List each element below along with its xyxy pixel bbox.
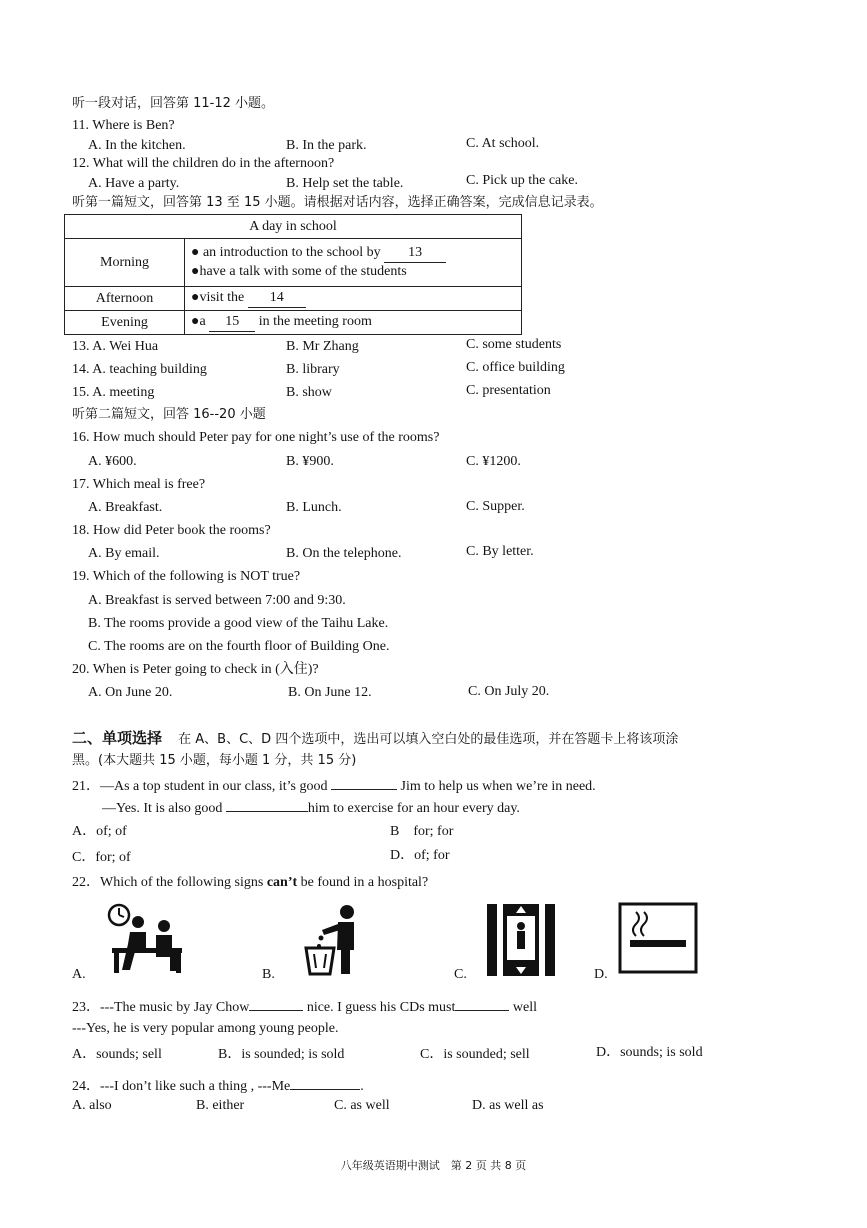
section2-heading: 二、单项选择 [72, 729, 163, 747]
afternoon-item: ●visit the 14 [185, 287, 522, 311]
q23-blank-1 [249, 996, 303, 1011]
q21-blank-2 [226, 797, 308, 812]
q14-option-a: 14. A. teaching building [72, 362, 207, 377]
section-intro-11-12: 听一段对话，回答第 11-12 小题。 [72, 96, 275, 111]
q17-option-c: C. Supper. [466, 499, 525, 514]
q18-option-c: C. By letter. [466, 544, 534, 559]
table-title: A day in school [65, 215, 522, 239]
q21-option-c: C．for; of [72, 850, 131, 865]
blank-14: 14 [248, 289, 306, 308]
waiting-area-sign-icon [104, 902, 186, 976]
q23-option-b: B．is sounded; is sold [218, 1047, 345, 1062]
question-12-stem: 12. What will the children do in the afternoon? [72, 156, 335, 171]
section2-instruction-line2: 黑。(本大题共 15 小题，每小题 1 分，共 15 分) [72, 753, 357, 768]
q24-option-b: B. either [196, 1098, 245, 1113]
question-17-stem: 17. Which meal is free? [72, 477, 206, 492]
q18-option-b: B. On the telephone. [286, 546, 402, 561]
q16-option-c: C. ¥1200. [466, 454, 521, 469]
q20-option-b: B. On June 12. [288, 685, 372, 700]
section-intro-13-15: 听第一篇短文，回答第 13 至 15 小题。请根据对话内容，选择正确答案，完成信息记录表。 [72, 195, 603, 210]
q21-option-d: D．of; for [390, 848, 450, 863]
morning-item-2: ●have a talk with some of the students [191, 264, 407, 279]
question-19-stem: 19. Which of the following is NOT true? [72, 569, 301, 584]
morning-item-1: ● an introduction to the school by 13 [191, 244, 515, 263]
q24-option-c: C. as well [334, 1098, 390, 1113]
row-label-afternoon: Afternoon [65, 287, 185, 311]
row-label-evening: Evening [65, 311, 185, 335]
info-record-table [64, 214, 522, 335]
q22-option-d-label: D. [594, 967, 608, 982]
q14-option-c: C. office building [466, 360, 565, 375]
q17-option-a: A. Breakfast. [88, 500, 163, 515]
q11-option-a: A. In the kitchen. [88, 138, 186, 153]
q14-option-b: B. library [286, 362, 340, 377]
q15-option-a: 15. A. meeting [72, 385, 155, 400]
question-22-stem: 22．Which of the following signs can’t be found in a hospital? [72, 875, 429, 890]
q24-option-d: D. as well as [472, 1098, 544, 1113]
page-footer: 八年级英语期中测试 第 2 页 共 8 页 [340, 1159, 527, 1172]
q21-line1: 21．—As a top student in our class, it’s good Jim to help us when we’re in need. [72, 775, 596, 796]
blank-15: 15 [209, 313, 255, 332]
q16-option-b: B. ¥900. [286, 454, 334, 469]
q12-option-c: C. Pick up the cake. [466, 173, 578, 188]
q20-option-a: A. On June 20. [88, 685, 173, 700]
q15-option-c: C. presentation [466, 383, 551, 398]
q13-option-b: B. Mr Zhang [286, 339, 359, 354]
q12-option-a: A. Have a party. [88, 176, 180, 191]
question-16-stem: 16. How much should Peter pay for one night’s use of the rooms? [72, 430, 440, 445]
q21-line2: —Yes. It is also good him to exercise for an hour every day. [102, 797, 520, 818]
q15-option-b: B. show [286, 385, 332, 400]
q20-option-c: C. On July 20. [468, 684, 550, 699]
q22-option-a-label: A. [72, 967, 86, 982]
q23-line2: ---Yes, he is very popular among young people. [72, 1021, 339, 1036]
q23-option-c: C．is sounded; sell [420, 1047, 530, 1062]
q18-option-a: A. By email. [88, 546, 160, 561]
section2-instruction-line1: 二、单项选择 在 A、B、C、D 四个选项中，选出可以填入空白处的最佳选项，并在答题卡上将该项涂 [72, 729, 679, 747]
q24-option-a: A. also [72, 1098, 112, 1113]
blank-13: 13 [384, 244, 446, 263]
q24-blank [290, 1075, 360, 1090]
elevator-sign-icon [487, 904, 555, 976]
q19-option-b: B. The rooms provide a good view of the Taihu Lake. [88, 616, 389, 631]
q22-option-c-label: C. [454, 967, 467, 982]
q23-option-a: A．sounds; sell [72, 1047, 162, 1062]
q17-option-b: B. Lunch. [286, 500, 342, 515]
litter-bin-sign-icon [300, 904, 364, 976]
q23-blank-2 [455, 996, 509, 1011]
q21-option-a: A．of; of [72, 824, 127, 839]
question-18-stem: 18. How did Peter book the rooms? [72, 523, 271, 538]
row-label-morning: Morning [65, 239, 185, 287]
question-11-stem: 11. Where is Ben? [72, 118, 175, 133]
q24-stem: 24．---I don’t like such a thing , ---Me . [72, 1075, 364, 1096]
q22-option-b-label: B. [262, 967, 275, 982]
no-smoking-sign-icon [618, 902, 698, 974]
q11-option-b: B. In the park. [286, 138, 367, 153]
q16-option-a: A. ¥600. [88, 454, 137, 469]
q19-option-a: A. Breakfast is served between 7:00 and 9:30. [88, 593, 346, 608]
q19-option-c: C. The rooms are on the fourth floor of Building One. [88, 639, 390, 654]
q21-blank-1 [331, 775, 397, 790]
question-20-stem: 20. When is Peter going to check in (入住)? [72, 662, 319, 677]
evening-item: ●a 15 in the meeting room [185, 311, 522, 335]
q13-option-c: C. some students [466, 337, 562, 352]
morning-activities [185, 239, 522, 287]
q13-option-a: 13. A. Wei Hua [72, 339, 159, 354]
section-intro-16-20: 听第二篇短文，回答 16--20 小题 [72, 407, 266, 422]
q11-option-c: C. At school. [466, 136, 540, 151]
q23-line1: 23．---The music by Jay Chow nice. I guess his CDs must well [72, 996, 537, 1017]
q21-option-b: B for; for [390, 824, 454, 839]
q12-option-b: B. Help set the table. [286, 176, 404, 191]
q23-option-d: D．sounds; is sold [596, 1045, 703, 1060]
